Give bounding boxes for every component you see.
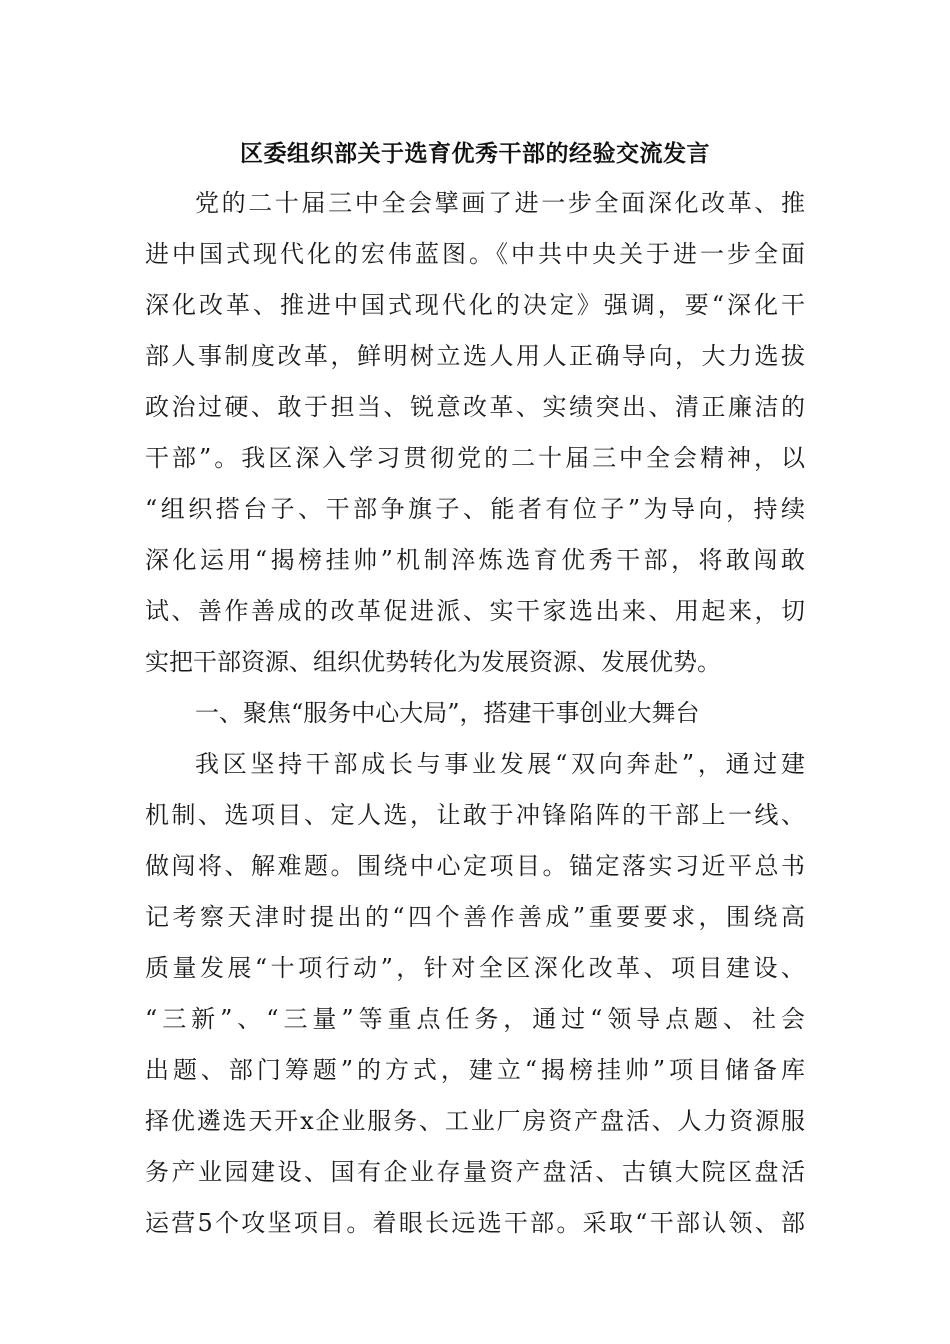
paragraph-line: 记考察天津时提出的“四个善作善成”重要要求，围绕高: [145, 903, 805, 931]
section-heading: 一、聚焦“服务中心大局”，搭建干事创业大舞台: [195, 699, 700, 727]
paragraph-line: 实把干部资源、组织优势转化为发展资源、发展优势。: [145, 648, 721, 676]
paragraph-line: 我区坚持干部成长与事业发展“双向奔赴”，通过建: [195, 750, 805, 778]
paragraph-line: 党的二十届三中全会擘画了进一步全面深化改革、推: [195, 189, 805, 217]
paragraph-line: 择优遴选天开x企业服务、工业厂房资产盘活、人力资源服: [145, 1107, 805, 1135]
paragraph-line: 机制、选项目、定人选，让敢于冲锋陷阵的干部上一线、: [145, 801, 805, 829]
paragraph-line: 进中国式现代化的宏伟蓝图。《中共中央关于进一步全面: [145, 240, 805, 268]
paragraph-line: “组织搭台子、干部争旗子、能者有位子”为导向，持续: [145, 495, 805, 523]
paragraph-line: 出题、部门筹题”的方式，建立“揭榜挂帅”项目储备库: [145, 1056, 805, 1084]
paragraph-line: 深化改革、推进中国式现代化的决定》强调，要“深化干: [145, 291, 805, 319]
paragraph-line: “三新”、“三量”等重点任务，通过“领导点题、社会: [145, 1005, 805, 1033]
paragraph-line: 政治过硬、敢于担当、锐意改革、实绩突出、清正廉洁的: [145, 393, 805, 421]
paragraph-line: 部人事制度改革，鲜明树立选人用人正确导向，大力选拔: [145, 342, 805, 370]
paragraph-line: 干部”。我区深入学习贯彻党的二十届三中全会精神，以: [145, 444, 805, 472]
document-title: 区委组织部关于选育优秀干部的经验交流发言: [240, 140, 710, 167]
paragraph-line: 试、善作善成的改革促进派、实干家选出来、用起来，切: [145, 597, 805, 625]
paragraph-line: 运营5个攻坚项目。着眼长远选干部。采取“干部认领、部: [145, 1209, 805, 1237]
paragraph-line: 质量发展“十项行动”，针对全区深化改革、项目建设、: [145, 954, 805, 982]
paragraph-line: 务产业园建设、国有企业存量资产盘活、古镇大院区盘活: [145, 1158, 805, 1186]
paragraph-line: 做闯将、解难题。围绕中心定项目。锚定落实习近平总书: [145, 852, 805, 880]
paragraph-line: 深化运用“揭榜挂帅”机制淬炼选育优秀干部，将敢闯敢: [145, 546, 805, 574]
